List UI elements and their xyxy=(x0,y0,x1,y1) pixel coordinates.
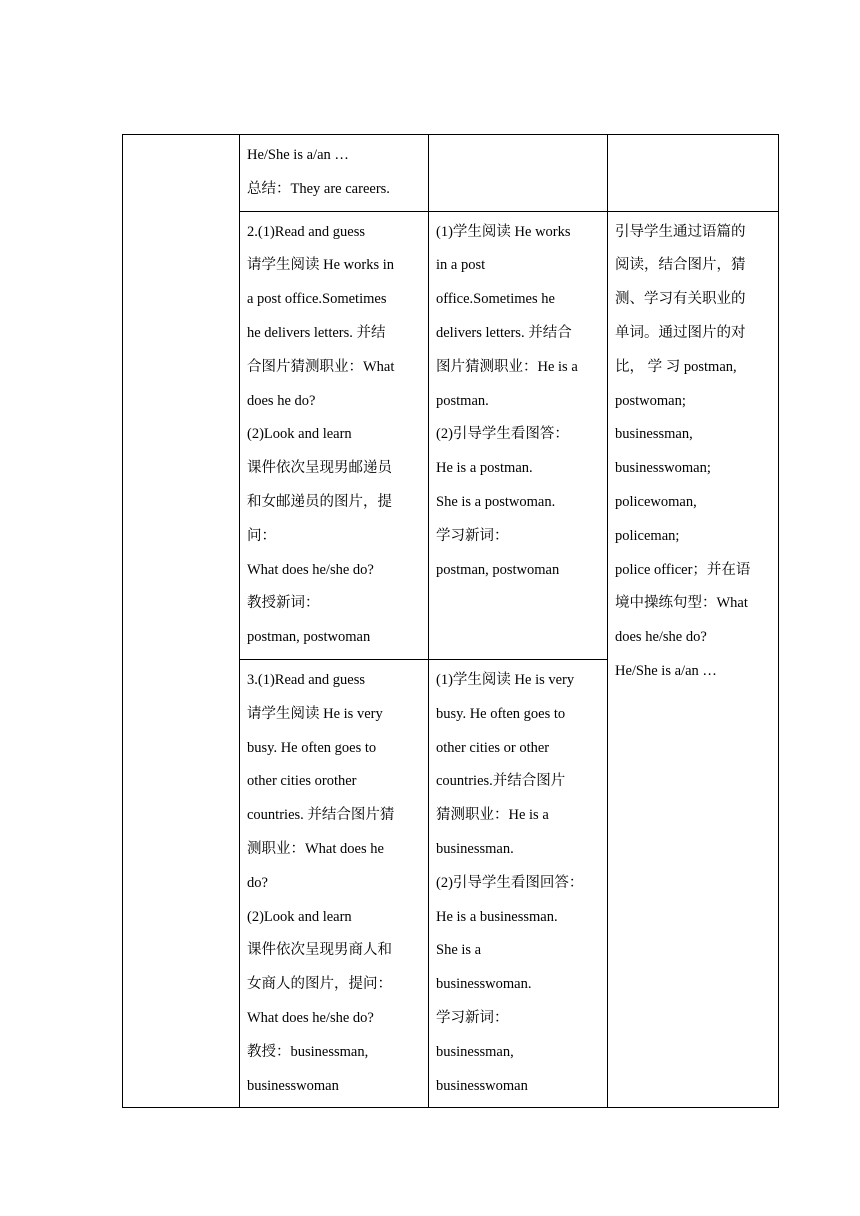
text-line: 引导学生通过语篇的 xyxy=(615,223,746,240)
text-line: does he do? xyxy=(247,392,316,409)
text-line: a post office.Sometimes xyxy=(247,291,387,308)
text-line: 3.(1)Read and guess xyxy=(247,671,365,688)
text-line: countries.并结合图片 xyxy=(436,773,566,790)
student-activity-cell xyxy=(429,135,608,212)
text-line: countries. 并结合图片猜 xyxy=(247,807,395,824)
stage-cell xyxy=(123,135,240,1108)
text-line: He is a postman. xyxy=(436,460,533,477)
text-line: 合图片猜测职业：What xyxy=(247,358,395,375)
cell-text xyxy=(247,139,421,207)
text-line: 课件依次呈现男邮递员 xyxy=(247,460,392,477)
text-line: policeman; xyxy=(615,527,680,544)
text-line: 总结：They are careers. xyxy=(247,180,390,197)
text-line: 猜测职业：He is a xyxy=(436,807,549,824)
text-line: policewoman, xyxy=(615,493,697,510)
cell-text xyxy=(615,216,771,689)
text-line: She is a postwoman. xyxy=(436,493,556,510)
teacher-activity-cell xyxy=(240,211,429,659)
text-line: 请学生阅读 He works in xyxy=(247,257,395,274)
text-line: businesswoman xyxy=(247,1077,339,1094)
text-line: 教授：businessman, xyxy=(247,1043,369,1060)
text-line: postman, postwoman xyxy=(247,629,371,646)
text-line: He is a businessman. xyxy=(436,908,558,925)
text-line: 和女邮递员的图片，提 xyxy=(247,493,392,510)
text-line: He/She is a/an … xyxy=(247,147,349,163)
text-line: busy. He often goes to xyxy=(436,705,566,722)
purpose-cell xyxy=(608,211,779,1108)
text-line: he delivers letters. 并结 xyxy=(247,324,386,341)
table-row xyxy=(123,135,779,212)
text-line: What does he/she do? xyxy=(247,561,374,578)
text-line: (1)学生阅读 He is very xyxy=(436,671,575,688)
student-activity-cell xyxy=(429,211,608,659)
text-line: 学习新词： xyxy=(436,527,509,544)
text-line: 2.(1)Read and guess xyxy=(247,223,365,240)
text-line: 测职业：What does he xyxy=(247,840,384,857)
text-line: 学习新词： xyxy=(436,1009,509,1026)
text-line: 课件依次呈现男商人和 xyxy=(247,942,392,959)
text-line: other cities or other xyxy=(436,739,550,756)
text-line: postwoman; xyxy=(615,392,686,409)
text-line: 问： xyxy=(247,527,276,544)
text-line: (1)学生阅读 He works xyxy=(436,223,571,240)
cell-text xyxy=(436,664,600,1103)
student-activity-cell xyxy=(429,659,608,1107)
text-line: police officer；并在语 xyxy=(615,561,751,578)
text-line: businessman, xyxy=(436,1043,514,1060)
lesson-plan-table xyxy=(122,134,779,1108)
cell-text xyxy=(247,216,421,655)
cell-text xyxy=(247,664,421,1103)
text-line: do? xyxy=(247,874,268,891)
text-line: 测、学习有关职业的 xyxy=(615,291,746,308)
text-line: busy. He often goes to xyxy=(247,739,377,756)
text-line: other cities orother xyxy=(247,773,357,790)
text-line: delivers letters. 并结合 xyxy=(436,324,572,341)
text-line: She is a xyxy=(436,942,482,959)
text-line: 教授新词： xyxy=(247,595,320,612)
text-line: office.Sometimes he xyxy=(436,291,555,308)
purpose-cell xyxy=(608,135,779,212)
text-line: 比， 学 习 postman, xyxy=(615,358,737,375)
text-line: businessman, xyxy=(615,426,693,443)
text-line: (2)引导学生看图回答： xyxy=(436,874,584,891)
text-line: (2)引导学生看图答： xyxy=(436,426,569,443)
text-line: 图片猜测职业：He is a xyxy=(436,358,578,375)
text-line: postman, postwoman xyxy=(436,561,560,578)
text-line: does he/she do? xyxy=(615,629,707,646)
text-line: postman. xyxy=(436,392,489,409)
teacher-activity-cell xyxy=(240,135,429,212)
text-line: in a post xyxy=(436,257,486,274)
teacher-activity-cell xyxy=(240,659,429,1107)
cell-text xyxy=(436,216,600,588)
text-line: 请学生阅读 He is very xyxy=(247,705,383,722)
text-line: 女商人的图片，提问： xyxy=(247,976,392,993)
text-line: What does he/she do? xyxy=(247,1009,374,1026)
text-line: (2)Look and learn xyxy=(247,908,352,925)
text-line: He/She is a/an … xyxy=(615,662,717,679)
text-line: businesswoman. xyxy=(436,976,532,993)
text-line: 阅读，结合图片，猜 xyxy=(615,257,746,274)
text-line: 单词。通过图片的对 xyxy=(615,324,746,341)
text-line: 境中操练句型：What xyxy=(615,595,748,612)
text-line: businessman. xyxy=(436,840,514,857)
text-line: businesswoman xyxy=(436,1077,528,1094)
text-line: (2)Look and learn xyxy=(247,426,352,443)
text-line: businesswoman; xyxy=(615,460,711,477)
